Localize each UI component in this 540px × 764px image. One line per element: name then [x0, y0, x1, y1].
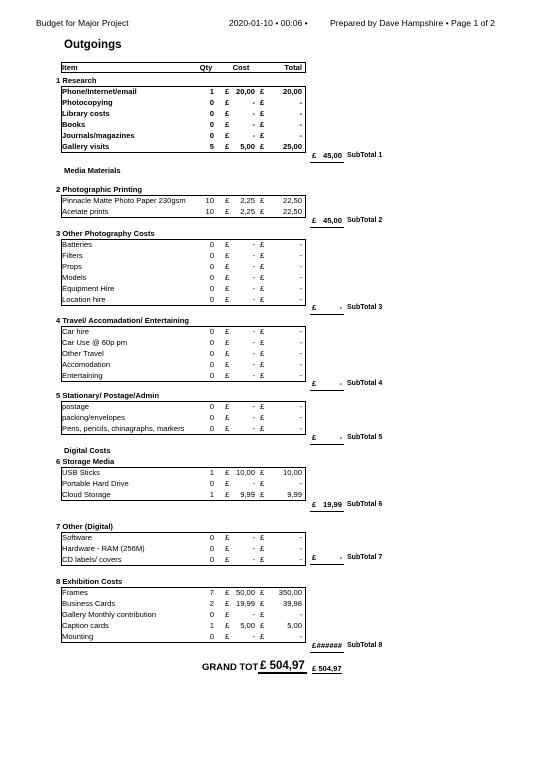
total-cell: 22,50 — [282, 196, 302, 205]
total-currency: £ — [260, 142, 265, 151]
qty-cell: 0 — [209, 131, 214, 140]
total-cell: - — [299, 273, 302, 282]
cost-cell: - — [252, 371, 255, 380]
item-cell: postage — [62, 402, 90, 411]
qty-cell: 0 — [209, 349, 214, 358]
cost-currency: £ — [225, 251, 230, 260]
cost-cell: - — [252, 360, 255, 369]
subtotal-value — [310, 303, 344, 315]
item-cell: Car Use @ 60p pm — [62, 338, 128, 347]
table-row — [0, 620, 540, 631]
cost-cell: - — [252, 544, 255, 553]
qty-cell: 0 — [209, 120, 214, 129]
table-row — [0, 141, 540, 152]
cost-currency: £ — [225, 599, 230, 608]
cost-currency: £ — [225, 490, 230, 499]
page-title: Outgoings — [64, 39, 122, 51]
subtotal-amount: - — [339, 303, 342, 312]
cost-currency: £ — [225, 109, 230, 118]
cost-currency: £ — [225, 295, 230, 304]
cost-currency: £ — [225, 338, 230, 347]
cost-currency: £ — [225, 142, 230, 151]
table-row — [0, 326, 540, 337]
table-row — [0, 119, 540, 130]
table-row — [0, 206, 540, 217]
total-currency: £ — [260, 544, 265, 553]
column-header-qty: Qty — [199, 63, 213, 72]
qty-cell: 7 — [209, 588, 214, 597]
cost-cell: - — [252, 273, 255, 282]
qty-cell: 0 — [209, 544, 214, 553]
table-row — [0, 261, 540, 272]
cost-currency: £ — [225, 621, 230, 630]
section-heading: 1 Research — [56, 76, 97, 85]
cost-cell: - — [252, 295, 255, 304]
item-cell: Gallery visits — [62, 142, 110, 151]
qty-cell: 0 — [209, 284, 214, 293]
subtotal-amount: 19,99 — [322, 500, 342, 509]
total-currency: £ — [260, 262, 265, 271]
subtotal-currency: £ — [312, 433, 317, 442]
total-currency: £ — [260, 273, 265, 282]
total-cell: - — [299, 120, 302, 129]
subtotal-currency: £ — [312, 151, 317, 160]
section-heading: 5 Stationary/ Postage/Admin — [56, 391, 159, 400]
cost-cell: - — [252, 109, 255, 118]
cost-cell: - — [252, 424, 255, 433]
column-header-cost: Cost — [232, 63, 250, 72]
grand-total-amount: £ 504,97 — [260, 660, 305, 672]
table-row — [0, 631, 540, 642]
item-cell: Business Cards — [62, 599, 116, 608]
cost-cell: - — [252, 251, 255, 260]
item-cell: CD labels/ covers — [62, 555, 122, 564]
cost-currency: £ — [225, 327, 230, 336]
total-cell: 25,00 — [282, 142, 302, 151]
total-cell: - — [299, 349, 302, 358]
qty-cell: 0 — [209, 251, 214, 260]
total-currency: £ — [260, 240, 265, 249]
qty-cell: 0 — [209, 98, 214, 107]
item-cell: Other Travel — [62, 349, 104, 358]
section-group-label: Media Materials — [64, 166, 121, 175]
qty-cell: 0 — [209, 360, 214, 369]
print-datetime: 2020-01-10 • 00:06 • — [229, 18, 308, 28]
cost-currency: £ — [225, 479, 230, 488]
table-row — [0, 467, 540, 478]
cost-currency: £ — [225, 87, 230, 96]
section-heading: 6 Storage Media — [56, 457, 115, 466]
table-row — [0, 370, 540, 381]
item-cell: Models — [62, 273, 87, 282]
qty-cell: 0 — [209, 338, 214, 347]
cost-cell: 2,25 — [240, 207, 255, 216]
table-row — [0, 554, 540, 565]
total-currency: £ — [260, 120, 265, 129]
total-cell: - — [299, 262, 302, 271]
subtotal-label: SubTotal 2 — [347, 217, 383, 224]
subtotal-currency: £ — [312, 303, 317, 312]
table-row — [0, 598, 540, 609]
total-cell: 22,50 — [282, 207, 302, 216]
item-cell: Caption cards — [62, 621, 109, 630]
total-currency: £ — [260, 371, 265, 380]
item-cell: Portable Hard Drive — [62, 479, 129, 488]
qty-cell: 0 — [209, 479, 214, 488]
total-cell: - — [299, 338, 302, 347]
item-cell: Pinnacle Matte Photo Paper 230gsm — [62, 196, 186, 205]
total-cell: - — [299, 360, 302, 369]
total-cell: 350,00 — [278, 588, 302, 597]
total-currency: £ — [260, 588, 265, 597]
column-header-total: Total — [284, 63, 302, 72]
cost-currency: £ — [225, 207, 230, 216]
cost-currency: £ — [225, 196, 230, 205]
cost-currency: £ — [225, 284, 230, 293]
total-cell: - — [299, 424, 302, 433]
qty-cell: 0 — [209, 327, 214, 336]
table-row — [0, 412, 540, 423]
total-cell: - — [299, 413, 302, 422]
item-cell: Photocopying — [62, 98, 113, 107]
item-cell: Car hire — [62, 327, 90, 336]
subtotal-label: SubTotal 5 — [347, 434, 383, 441]
table-row — [0, 86, 540, 97]
cost-cell: - — [252, 98, 255, 107]
table-row — [0, 348, 540, 359]
item-cell: Filters — [62, 251, 83, 260]
table-row — [0, 609, 540, 620]
section-heading: 2 Photographic Printing — [56, 185, 143, 194]
total-cell: - — [299, 402, 302, 411]
subtotal-amount: - — [339, 553, 342, 562]
cost-cell: - — [252, 402, 255, 411]
total-currency: £ — [260, 98, 265, 107]
item-cell: Props — [62, 262, 82, 271]
total-cell: - — [299, 251, 302, 260]
item-cell: Accomodation — [62, 360, 111, 369]
table-row — [0, 130, 540, 141]
cost-cell: - — [252, 240, 255, 249]
cost-currency: £ — [225, 371, 230, 380]
item-cell: Batteries — [62, 240, 92, 249]
cost-cell: - — [252, 349, 255, 358]
total-currency: £ — [260, 284, 265, 293]
cost-cell: 5,00 — [240, 621, 255, 630]
cost-cell: 2,25 — [240, 196, 255, 205]
qty-cell: 10 — [205, 207, 214, 216]
cost-cell: 10,00 — [235, 468, 255, 477]
total-currency: £ — [260, 424, 265, 433]
total-cell: 39,98 — [282, 599, 302, 608]
table-row — [0, 283, 540, 294]
cost-currency: £ — [225, 588, 230, 597]
grand-total-small: £ 504,97 — [312, 664, 342, 673]
qty-cell: 0 — [209, 533, 214, 542]
cost-currency: £ — [225, 98, 230, 107]
cost-cell: 50,00 — [235, 588, 255, 597]
subtotal-value — [310, 216, 344, 228]
total-currency: £ — [260, 479, 265, 488]
qty-cell: 0 — [209, 555, 214, 564]
subtotal-label: SubTotal 1 — [347, 152, 383, 159]
qty-cell: 0 — [209, 610, 214, 619]
qty-cell: 0 — [209, 109, 214, 118]
subtotal-value — [310, 433, 344, 445]
cost-currency: £ — [225, 632, 230, 641]
total-currency: £ — [260, 610, 265, 619]
cost-currency: £ — [225, 131, 230, 140]
subtotal-currency: £ — [312, 641, 317, 650]
qty-cell: 0 — [209, 262, 214, 271]
table-row — [0, 250, 540, 261]
item-cell: packing/envelopes — [62, 413, 125, 422]
section-heading: 8 Exhibition Costs — [56, 577, 123, 586]
subtotal-label: SubTotal 8 — [347, 642, 383, 649]
table-row — [0, 543, 540, 554]
cost-currency: £ — [225, 262, 230, 271]
total-cell: - — [299, 479, 302, 488]
cost-cell: - — [252, 327, 255, 336]
total-cell: - — [299, 327, 302, 336]
total-currency: £ — [260, 413, 265, 422]
qty-cell: 0 — [209, 632, 214, 641]
item-cell: Hardware - RAM (256M) — [62, 544, 145, 553]
total-cell: - — [299, 544, 302, 553]
subtotal-value — [310, 151, 344, 163]
total-currency: £ — [260, 251, 265, 260]
cost-currency: £ — [225, 402, 230, 411]
subtotal-label: SubTotal 6 — [347, 501, 383, 508]
qty-cell: 5 — [209, 142, 214, 151]
total-currency: £ — [260, 295, 265, 304]
cost-currency: £ — [225, 349, 230, 358]
grand-total-label: GRAND TOT — [202, 662, 259, 673]
cost-cell: - — [252, 284, 255, 293]
cost-currency: £ — [225, 544, 230, 553]
total-currency: £ — [260, 131, 265, 140]
item-cell: Journals/magazines — [62, 131, 135, 140]
section-heading: 7 Other (Digital) — [56, 522, 113, 531]
cost-cell: - — [252, 533, 255, 542]
item-cell: Software — [62, 533, 92, 542]
table-row — [0, 97, 540, 108]
item-cell: Mounting — [62, 632, 94, 641]
total-currency: £ — [260, 207, 265, 216]
item-cell: Cloud Storage — [62, 490, 111, 499]
total-currency: £ — [260, 621, 265, 630]
total-cell: - — [299, 555, 302, 564]
qty-cell: 2 — [209, 599, 214, 608]
subtotal-label: SubTotal 3 — [347, 304, 383, 311]
total-currency: £ — [260, 468, 265, 477]
total-currency: £ — [260, 327, 265, 336]
subtotal-currency: £ — [312, 216, 317, 225]
cost-cell: 19,99 — [235, 599, 255, 608]
cost-cell: 20,00 — [235, 87, 255, 96]
column-header-item: Item — [62, 63, 78, 72]
item-cell: Acetate prints — [62, 207, 109, 216]
total-currency: £ — [260, 196, 265, 205]
total-cell: - — [299, 98, 302, 107]
item-cell: Library costs — [62, 109, 110, 118]
subtotal-amount: 45,00 — [322, 216, 342, 225]
table-row — [0, 294, 540, 305]
cost-cell: 5,00 — [240, 142, 255, 151]
qty-cell: 0 — [209, 424, 214, 433]
qty-cell: 1 — [209, 490, 214, 499]
table-row — [0, 489, 540, 500]
cost-currency: £ — [225, 120, 230, 129]
total-cell: - — [299, 109, 302, 118]
cost-currency: £ — [225, 555, 230, 564]
qty-cell: 0 — [209, 371, 214, 380]
item-cell: Phone/Internet/email — [62, 87, 137, 96]
table-row — [0, 239, 540, 250]
table-row — [0, 108, 540, 119]
total-cell: - — [299, 632, 302, 641]
total-currency: £ — [260, 402, 265, 411]
cost-currency: £ — [225, 413, 230, 422]
section-group-label: Digital Costs — [64, 446, 111, 455]
total-cell: 9,99 — [287, 490, 302, 499]
subtotal-amount: - — [339, 433, 342, 442]
prepared-by: Prepared by Dave Hampshire • Page 1 of 2 — [330, 18, 495, 28]
subtotal-value — [310, 553, 344, 565]
total-cell: - — [299, 610, 302, 619]
cost-currency: £ — [225, 273, 230, 282]
column-header-box — [61, 62, 306, 73]
subtotal-currency: £ — [312, 553, 317, 562]
table-row — [0, 587, 540, 598]
item-cell: Frames — [62, 588, 88, 597]
qty-cell: 1 — [209, 87, 214, 96]
table-row — [0, 359, 540, 370]
cost-currency: £ — [225, 360, 230, 369]
subtotal-currency: £ — [312, 500, 317, 509]
table-row — [0, 532, 540, 543]
subtotal-value — [310, 500, 344, 512]
total-currency: £ — [260, 109, 265, 118]
cost-cell: - — [252, 413, 255, 422]
section-heading: 3 Other Photography Costs — [56, 229, 155, 238]
cost-currency: £ — [225, 610, 230, 619]
item-cell: Location hire — [62, 295, 106, 304]
project-title: Budget for Major Project — [36, 18, 129, 28]
cost-currency: £ — [225, 533, 230, 542]
total-currency: £ — [260, 87, 265, 96]
qty-cell: 0 — [209, 240, 214, 249]
total-cell: - — [299, 284, 302, 293]
total-cell: - — [299, 240, 302, 249]
qty-cell: 1 — [209, 468, 214, 477]
item-cell: Pens, pencils, chinagraphs, markers — [62, 424, 185, 433]
total-currency: £ — [260, 599, 265, 608]
cost-currency: £ — [225, 424, 230, 433]
total-cell: - — [299, 295, 302, 304]
qty-cell: 0 — [209, 295, 214, 304]
qty-cell: 0 — [209, 402, 214, 411]
subtotal-currency: £ — [312, 379, 317, 388]
total-cell: - — [299, 131, 302, 140]
item-cell: Books — [62, 120, 86, 129]
table-row — [0, 478, 540, 489]
total-currency: £ — [260, 349, 265, 358]
total-currency: £ — [260, 555, 265, 564]
cost-cell: - — [252, 338, 255, 347]
item-cell: Entertaining — [62, 371, 103, 380]
total-cell: 5,00 — [287, 621, 302, 630]
cost-cell: - — [252, 131, 255, 140]
cost-cell: - — [252, 120, 255, 129]
total-cell: 20,00 — [282, 87, 302, 96]
total-currency: £ — [260, 632, 265, 641]
cost-cell: - — [252, 610, 255, 619]
cost-cell: - — [252, 632, 255, 641]
table-row — [0, 337, 540, 348]
table-row — [0, 195, 540, 206]
cost-currency: £ — [225, 468, 230, 477]
cost-currency: £ — [225, 240, 230, 249]
table-row — [0, 401, 540, 412]
item-cell: Equipment Hire — [62, 284, 115, 293]
table-row — [0, 423, 540, 434]
subtotal-label: SubTotal 7 — [347, 554, 383, 561]
total-currency: £ — [260, 360, 265, 369]
item-cell: USB Sticks — [62, 468, 100, 477]
qty-cell: 0 — [209, 273, 214, 282]
subtotal-amount: ###### — [316, 641, 342, 650]
cost-cell: - — [252, 262, 255, 271]
subtotal-amount: - — [339, 379, 342, 388]
qty-cell: 0 — [209, 413, 214, 422]
total-cell: - — [299, 371, 302, 380]
qty-cell: 1 — [209, 621, 214, 630]
total-currency: £ — [260, 533, 265, 542]
table-row — [0, 272, 540, 283]
total-currency: £ — [260, 338, 265, 347]
item-cell: Gallery Monthly contribution — [62, 610, 157, 619]
subtotal-label: SubTotal 4 — [347, 380, 383, 387]
total-cell: 10,00 — [282, 468, 302, 477]
qty-cell: 10 — [205, 196, 214, 205]
cost-cell: 9,99 — [240, 490, 255, 499]
subtotal-amount: 45,00 — [322, 151, 342, 160]
cost-cell: - — [252, 479, 255, 488]
subtotal-value — [310, 641, 344, 653]
total-cell: - — [299, 533, 302, 542]
cost-cell: - — [252, 555, 255, 564]
total-currency: £ — [260, 490, 265, 499]
section-heading: 4 Travel/ Accomadation/ Entertaining — [56, 316, 190, 325]
